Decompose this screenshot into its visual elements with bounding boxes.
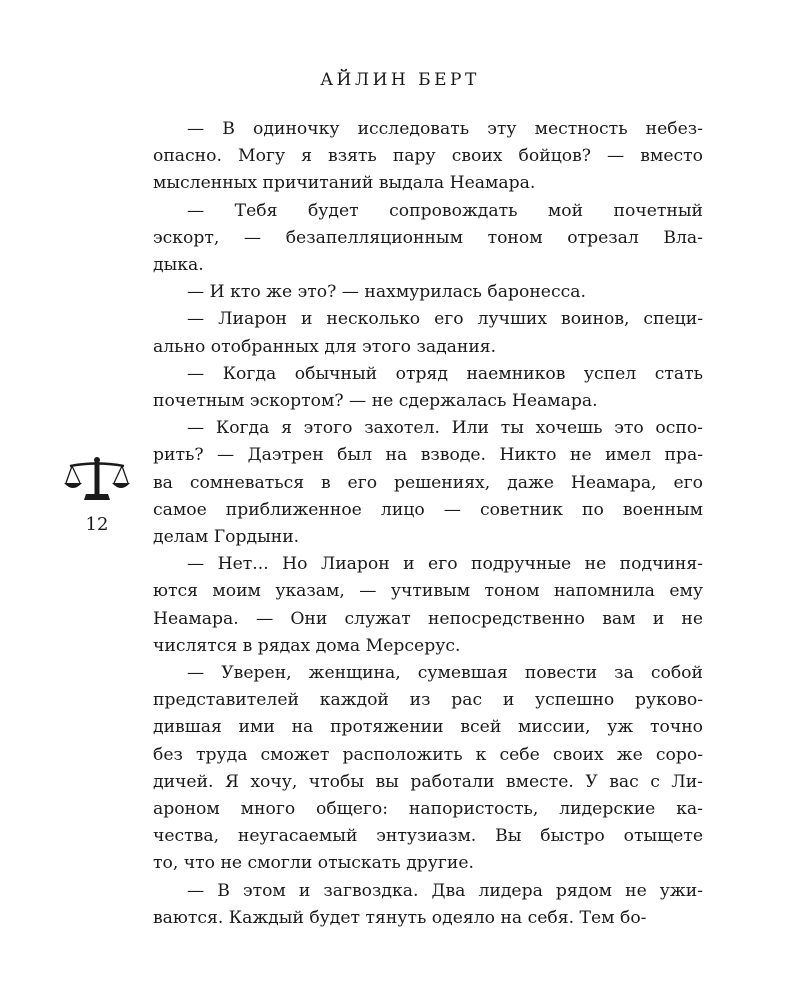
scales-icon (64, 456, 130, 504)
text-line: — В этом и загвоздка. Два лидера рядом не ужи- (187, 880, 703, 901)
text-line: почетным эскортом? — не сдержалась Неамара. (153, 391, 598, 412)
text-line: числятся в рядах дома Мерсерус. (153, 635, 461, 656)
text-line: представителей каждой из рас и успешно руково- (153, 690, 703, 711)
text-line: ально отобранных для этого задания. (153, 336, 497, 357)
text-line: дичей. Я хочу, чтобы вы работали вместе. У вас с Ли- (153, 771, 703, 792)
paragraph (153, 116, 703, 198)
paragraph (153, 361, 703, 415)
page-number: 12 (85, 514, 109, 535)
text-line: дившая ими на протяжении всей миссии, уж точно (153, 717, 703, 738)
text-line: — И кто же это? — нахмурилась баронесса. (187, 282, 586, 303)
text-line: — Когда обычный отряд наемников успел стать (187, 363, 703, 384)
text-line: ваются. Каждый будет тянуть одеяло на себя. Тем бо- (153, 907, 647, 928)
text-line: чества, неугасаемый энтузиазм. Вы быстро отыщете (153, 826, 703, 847)
text-line: самое приближенное лицо — советник по военным (153, 499, 703, 520)
text-line: ются моим указам, — учтивым тоном напомнила ему (153, 581, 703, 602)
text-line: — В одиночку исследовать эту местность небез- (187, 119, 703, 139)
text-line: эскорт, — безапелляционным тоном отрезал Вла- (153, 227, 703, 248)
paragraph (153, 279, 703, 306)
text-line: дыка. (153, 255, 204, 276)
paragraph (153, 660, 703, 878)
text-line: — Когда я этого захотел. Или ты хочешь это оспо- (187, 418, 703, 439)
text-line: — Уверен, женщина, сумевшая повести за собой (187, 663, 703, 684)
text-line: — Лиарон и несколько его лучших воинов, специ- (187, 309, 703, 330)
paragraph (153, 198, 703, 280)
text-line: рить? — Даэтрен был на взводе. Никто не имел пра- (153, 445, 703, 466)
text-line: без труда сможет расположить к себе своих же соро- (153, 744, 703, 765)
text-line: — Тебя будет сопровождать мой почетный (187, 200, 703, 221)
paragraph (153, 306, 703, 360)
paragraph (153, 415, 703, 551)
text-line: опасно. Могу я взять пару своих бойцов? — вместо (153, 146, 703, 167)
text-line: — Нет... Но Лиарон и его подручные не подчиня- (187, 554, 703, 575)
text-line: Неамара. — Они служат непосредственно вам и не (153, 608, 703, 629)
body-text (153, 116, 703, 932)
text-line: делам Гордыни. (153, 527, 300, 548)
text-line: ароном много общего: напористость, лидерские ка- (153, 799, 703, 820)
paragraph (153, 878, 703, 932)
running-head: АЙЛИН БЕРТ (320, 70, 480, 90)
text-line: ва сомневаться в его решениях, даже Неамара, его (153, 472, 703, 493)
text-line: то, что не смогли отыскать другие. (153, 853, 475, 874)
text-line: мысленных причитаний выдала Неамара. (153, 173, 536, 194)
side-ornament (64, 456, 130, 504)
paragraph (153, 551, 703, 660)
